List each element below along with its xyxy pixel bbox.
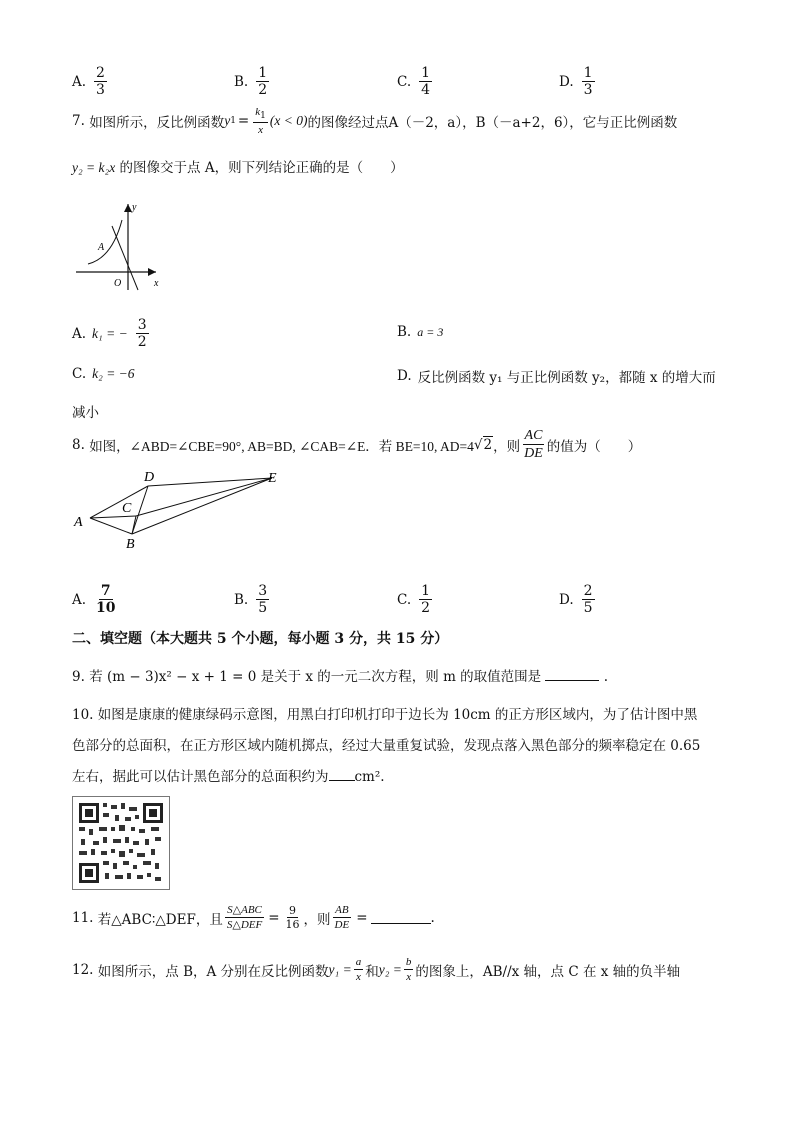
y-axis-arrow [124,204,132,212]
hyperbola-curve [88,220,122,264]
segment-de [148,478,272,486]
q9-stem: 9. 若 (m − 3)x² − x + 1 = 0 是关于 x 的一元二次方程，则 m 的取值范围是 . [72,669,609,685]
label-e: E [268,471,277,486]
q8-option-a: A. $\frac{7}{10}$ [72,583,116,616]
segment-ab [90,518,132,534]
fraction: $\frac{1}{4}$ [421,65,431,98]
label-x: x [154,278,159,289]
fraction-ab-de: $\frac{AB}{DE}$ [334,904,350,931]
q7-option-c: C. k₂ = −6 [72,366,135,382]
label-a: A [98,242,105,253]
q7-option-d-continued: 减小 [72,405,99,421]
q7-option-a: A. k₁ = − $\frac{3}{2}$ [72,317,147,350]
q7-option-b: B. a = 3 [397,324,444,340]
q6-option-a: A. $\frac{2}{3}$ [72,65,105,98]
segment-ac [90,516,136,518]
fraction-area-ratio: $\frac{\text{S△ABC}}{\text{S△DEF}}$ [226,904,263,931]
fraction: $\frac{2}{5}$ [583,583,593,616]
q10-line2: 色部分的总面积，在正方形区域内随机掷点，经过大量重复试验，发现点落入黑色部分的频率稳定在 0.65 [72,738,701,754]
fraction-a-over-x: $\frac{a}{x}$ [355,956,362,983]
label-a: A [74,515,83,530]
label-d: D [144,470,155,485]
qr-code-graphic [73,797,169,889]
answer-blank[interactable] [545,668,599,681]
fraction: $\frac{7}{10}$ [96,583,116,616]
q8-stem: 8. 如图，∠ABD=∠CBE=90°, AB=BD, ∠CAB=∠E．若 BE=10, AD=4 √ 2 ，则 $\frac{AC}{DE}$ 的值为（ ） [72,428,642,461]
q8-option-c: C. $\frac{1}{2}$ [397,583,431,616]
section-heading: 二、填空题（本大题共 5 个小题，每小题 3 分，共 15 分） [72,631,449,647]
health-code-qr-image [72,796,170,890]
q7-option-d: D. 反比例函数 y₁ 与正比例函数 y₂，都随 x 的增大而 [397,368,716,386]
q6-option-d: D. $\frac{1}{3}$ [559,65,593,98]
fraction: $\frac{1}{3}$ [583,65,593,98]
q11-stem: 11. 若△ABC∶△DEF，且 $\frac{\text{S△ABC}}{\text{S△DEF}}$ = $\frac{9}{16}$ ，则 $\frac{AB}{DE}$ = . [72,904,435,931]
answer-blank[interactable] [371,911,431,924]
fraction-b-over-x: $\frac{b}{x}$ [405,956,412,983]
q10-line1: 10. 如图是康康的健康绿码示意图，用黑白打印机打印于边长为 10cm 的正方形区域内，为了估计图中黑 [72,707,698,723]
q8-option-d: D. $\frac{2}{5}$ [559,583,593,616]
q8-figure [72,466,292,552]
fraction: $\frac{1}{2}$ [421,583,431,616]
label-y: y [132,202,137,213]
q8-option-b: B. $\frac{3}{5}$ [234,583,268,616]
segment-ce [136,478,272,516]
label-o: O [114,278,122,289]
label-c: C [122,501,132,516]
q7-stem-line1: 7. 如图所示，反比例函数 y 1 = $\frac{k_1}{x}$ (x < 0) 的图像经过点 A（－2，a），B（－a+2，6），它与正比例函数 [72,106,678,137]
label-b: B [126,537,135,552]
q7-figure [72,198,168,294]
answer-blank[interactable] [329,768,355,781]
segment-eb [132,478,272,534]
fraction: $\frac{2}{3}$ [96,65,105,98]
fraction-ac-over-de: $\frac{AC}{DE}$ [524,428,543,461]
q10-line3: 左右，据此可以估计黑色部分的总面积约为 cm². [72,769,385,785]
x-axis-arrow [148,268,156,276]
q7-stem-line2: y₂ = k₂x 的图像交于点 A，则下列结论正确的是（ ） [72,160,404,176]
q6-option-c: C. $\frac{1}{4}$ [397,65,431,98]
fraction: $\frac{1}{2}$ [258,65,268,98]
q12-stem: 12. 如图所示，点 B，A 分别在反比例函数 y₁ = $\frac{a}{x}$ 和 y₂ = $\frac{b}{x}$ 的图象上，AB//x 轴，点 C 在 x 轴的负半轴 [72,956,681,983]
fraction: $\frac{3}{2}$ [137,317,147,350]
q6-option-b: B. $\frac{1}{2}$ [234,65,268,98]
fraction-9-16: $\frac{9}{16}$ [285,904,300,931]
fraction-k1-over-x: $\frac{k_1}{x}$ [255,106,266,137]
fraction: $\frac{3}{5}$ [258,583,268,616]
sqrt-2: √ 2 [473,437,493,453]
